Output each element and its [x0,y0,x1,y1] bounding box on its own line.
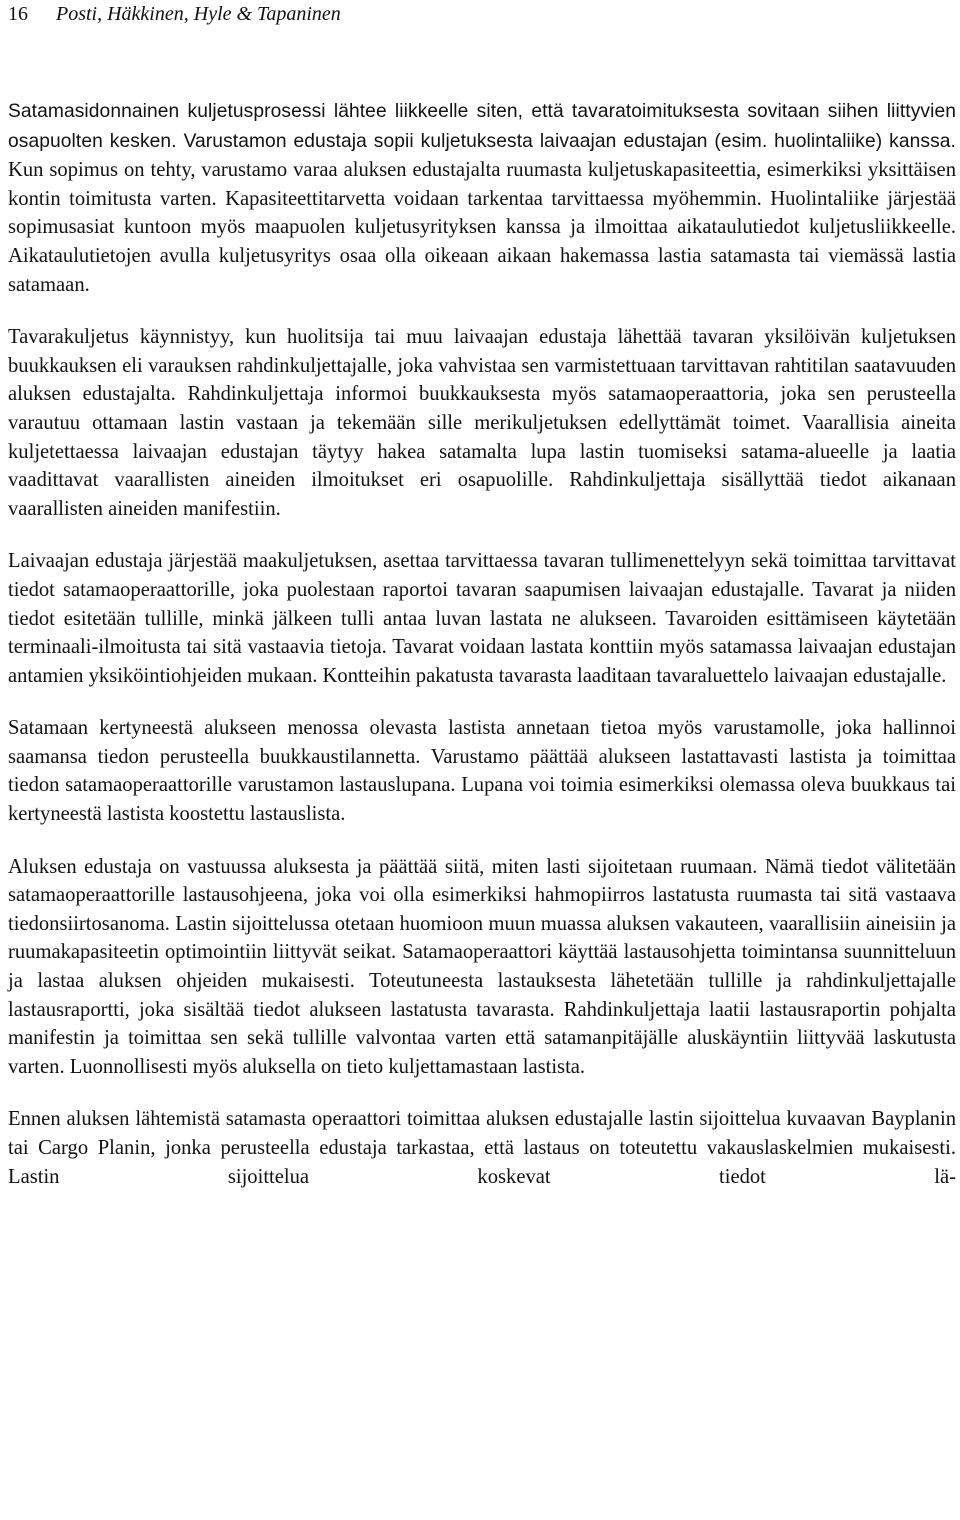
paragraph-2: Tavarakuljetus käynnistyy, kun huolitsija tai muu laivaajan edustaja lähettää tavaran yksilöivän kuljetuksen buukkauksen eli varauksen rahdinkuljettajalle, joka vahvistaa sen varmistettuaan tarvittavan rahtitilan saatavuuden aluksen edustajalta. Rahdinkuljettaja informoi buukkauksesta myös satamaoperaattoria, joka sen perusteella varautuu ottamaan lastin vastaan ja tekemään sille merikuljetuksen edellyttämät toimet. Vaarallisia aineita kuljetettaessa laivaajan edustajan täytyy hakea satamalta lupa lastin tuomiseksi satama-alueelle ja laatia vaadittavat vaarallisten aineiden ilmoitukset eri osapuolille. Rahdinkuljettaja sisällyttää tiedot aikanaan vaarallisten aineiden manifestiin. [8,326,956,520]
paragraph-3: Laivaajan edustaja järjestää maakuljetuksen, asettaa tarvittaessa tavaran tullimenettelyyn sekä toimittaa tarvittavat tiedot satamaoperaattorille, joka puolestaan raportoi tavaran saapumisen laivaajan edustajalle. Tavarat ja niiden tiedot esitetään tullille, minkä jälkeen tulli antaa luvan lastata ne alukseen. Tavaroiden esittämiseen käytetään terminaali-ilmoitusta tai sitä vastaavia tietoja. Tavarat voidaan lastata konttiin myös satamassa laivaajan edustajan antamien yksiköintiohjeiden mukaan. Kontteihin pakatusta tavarasta laaditaan tavaraluettelo laivaajan edustajalle. [8,550,956,687]
paragraph-1 [8,97,956,299]
page-number: 16 [8,3,28,25]
paragraph-1-serif-part: Kun sopimus on tehty, varustamo varaa aluksen edustajalta ruumasta kuljetuskapasiteettia, esimerkiksi yksittäisen kontin toimitusta varten. Kapasiteettitarvetta voidaan tarkentaa tarvittaessa myöhemmin. Huolintaliike järjestää sopimusasiat kuntoon myös maapuolen kuljetusyrityksen kanssa ja ilmoittaa aikataulutiedot kuljetusliikkeelle. Aikataulutietojen avulla kuljetusyritys osaa olla oikeaan aikaan hakemassa lastia satamasta tai viemässä lastia satamaan. [8,159,956,296]
paragraph-4: Satamaan kertyneestä alukseen menossa olevasta lastista annetaan tietoa myös varustamolle, joka hallinnoi saamansa tiedon perusteella buukkaustilannetta. Varustamo päättää alukseen lastattavasti lastista ja toimittaa tiedon satamaoperaattorille varustamon lastauslupana. Lupana voi toimia esimerkiksi olemassa oleva buukkaus tai kertyneestä lastista koostettu lastauslista. [8,717,956,826]
paragraph-5: Aluksen edustaja on vastuussa aluksesta ja päättää siitä, miten lasti sijoitetaan ruumaan. Nämä tiedot välitetään satamaoperaattorille lastausohjeena, joka voi olla esimerkiksi hahmopiirros lastatusta ruumasta tai sitä vastaava tiedonsiirtosanoma. Lastin sijoittelussa otetaan huomioon muun muassa aluksen vakauteen, vaarallisiin aineisiin ja ruumakapasiteetin optimointiin liittyvät seikat. Satamaoperaattori käyttää lastausohjetta toimintansa suunnitteluun ja lastaa aluksen ohjeiden mukaisesti. Toteutuneesta lastauksesta lähetetään tullille ja rahdinkuljettajalle lastausraportti, joka sisältää tiedot alukseen lastatusta tavarasta. Rahdinkuljettaja laatii lastausraportin pohjalta manifestin ja toimittaa sen sekä tullille valvontaa varten että satamanpitäjälle aluskäyntiin liittyvää laskutusta varten. Luonnollisesti myös aluksella on tieto kuljettamastaan lastista. [8,855,956,1078]
paragraph-6: Ennen aluksen lähtemistä satamasta operaattori toimittaa aluksen edustajalle lastin sijoittelua kuvaavan Bayplanin tai Cargo Planin, jonka perusteella edustaja tarkastaa, että lastaus on toteutettu vakauslaskelmien mukaisesti. Lastin sijoittelua koskevat tiedot lä- [8,1108,956,1188]
running-header [8,2,341,26]
running-title: Posti, Häkkinen, Hyle & Tapaninen [56,3,341,25]
paragraph-1-sans-part: Satamasidonnainen kuljetusprosessi lähtee liikkeelle siten, että tavaratoimituksesta sovitaan siihen liittyvien osapuolten kesken. Varustamon edustaja sopii kuljetuksesta laivaajan edustajan (esim. huolintaliike) kanssa. [8,101,956,152]
body-text [8,97,956,1191]
